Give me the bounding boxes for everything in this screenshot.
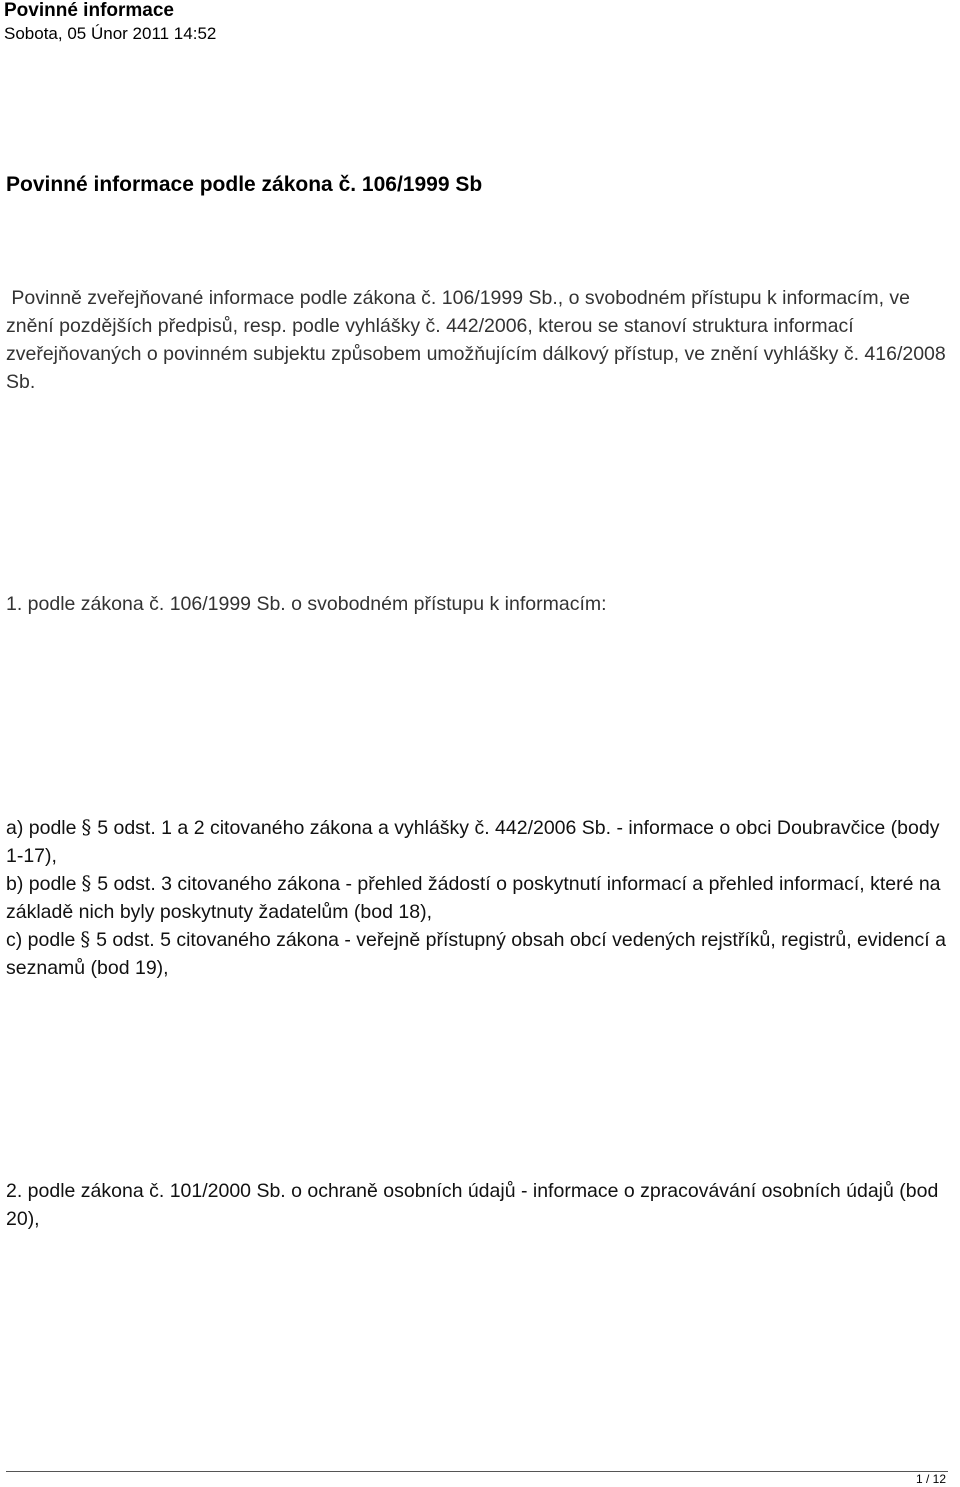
item-text: 5 odst. 3 citovaného zákona - přehled žádostí o poskytnutí informací a přehled informací, které na základě nich byly poskytnuty žadatelům (bod 18), (6, 873, 941, 923)
list-item (6, 814, 946, 870)
document-date: Sobota, 05 Únor 2011 14:52 (4, 24, 217, 43)
item-prefix: c) podle (6, 929, 76, 951)
page-header (4, 0, 216, 45)
law-1-items (6, 814, 946, 982)
law-1-heading: 1. podle zákona č. 106/1999 Sb. o svobodném přístupu k informacím: (6, 593, 607, 615)
list-item (6, 926, 946, 982)
document-title: Povinné informace (4, 0, 174, 21)
footer-divider (6, 1471, 948, 1472)
intro-paragraph (6, 284, 946, 396)
paragraph-sign-icon: § (81, 872, 92, 895)
paragraph-sign-icon: § (81, 816, 92, 839)
item-text: 5 odst. 1 a 2 citovaného zákona a vyhlášky č. 442/2006 Sb. - informace o obci Doubravčice (body 1-17), (6, 817, 940, 867)
list-item (6, 870, 946, 926)
intro-text: Povinně zveřejňované informace podle zákona č. 106/1999 Sb., o svobodném přístupu k informacím, ve znění pozdějších předpisů, resp. podle vyhlášky č. 442/2006, kterou se stanoví struktura informací zveřejňovaných o povinném subjektu způsobem umožňujícím dálkový přístup, ve znění vyhlášky č. 416/2008 Sb. (6, 287, 946, 393)
item-prefix: b) podle (6, 873, 77, 895)
section-heading: Povinné informace podle zákona č. 106/1999 Sb (6, 173, 483, 196)
law-2-paragraph: 2. podle zákona č. 101/2000 Sb. o ochraně osobních údajů - informace o zpracovávání osobních údajů (bod 20), (6, 1180, 939, 1230)
item-prefix: a) podle (6, 817, 77, 839)
item-text: 5 odst. 5 citovaného zákona - veřejně přístupný obsah obcí vedených rejstříků, registrů, evidencí a seznamů (bod 19), (6, 929, 946, 979)
page-number: 1 / 12 (915, 1472, 946, 1486)
paragraph-sign-icon: § (80, 928, 91, 951)
